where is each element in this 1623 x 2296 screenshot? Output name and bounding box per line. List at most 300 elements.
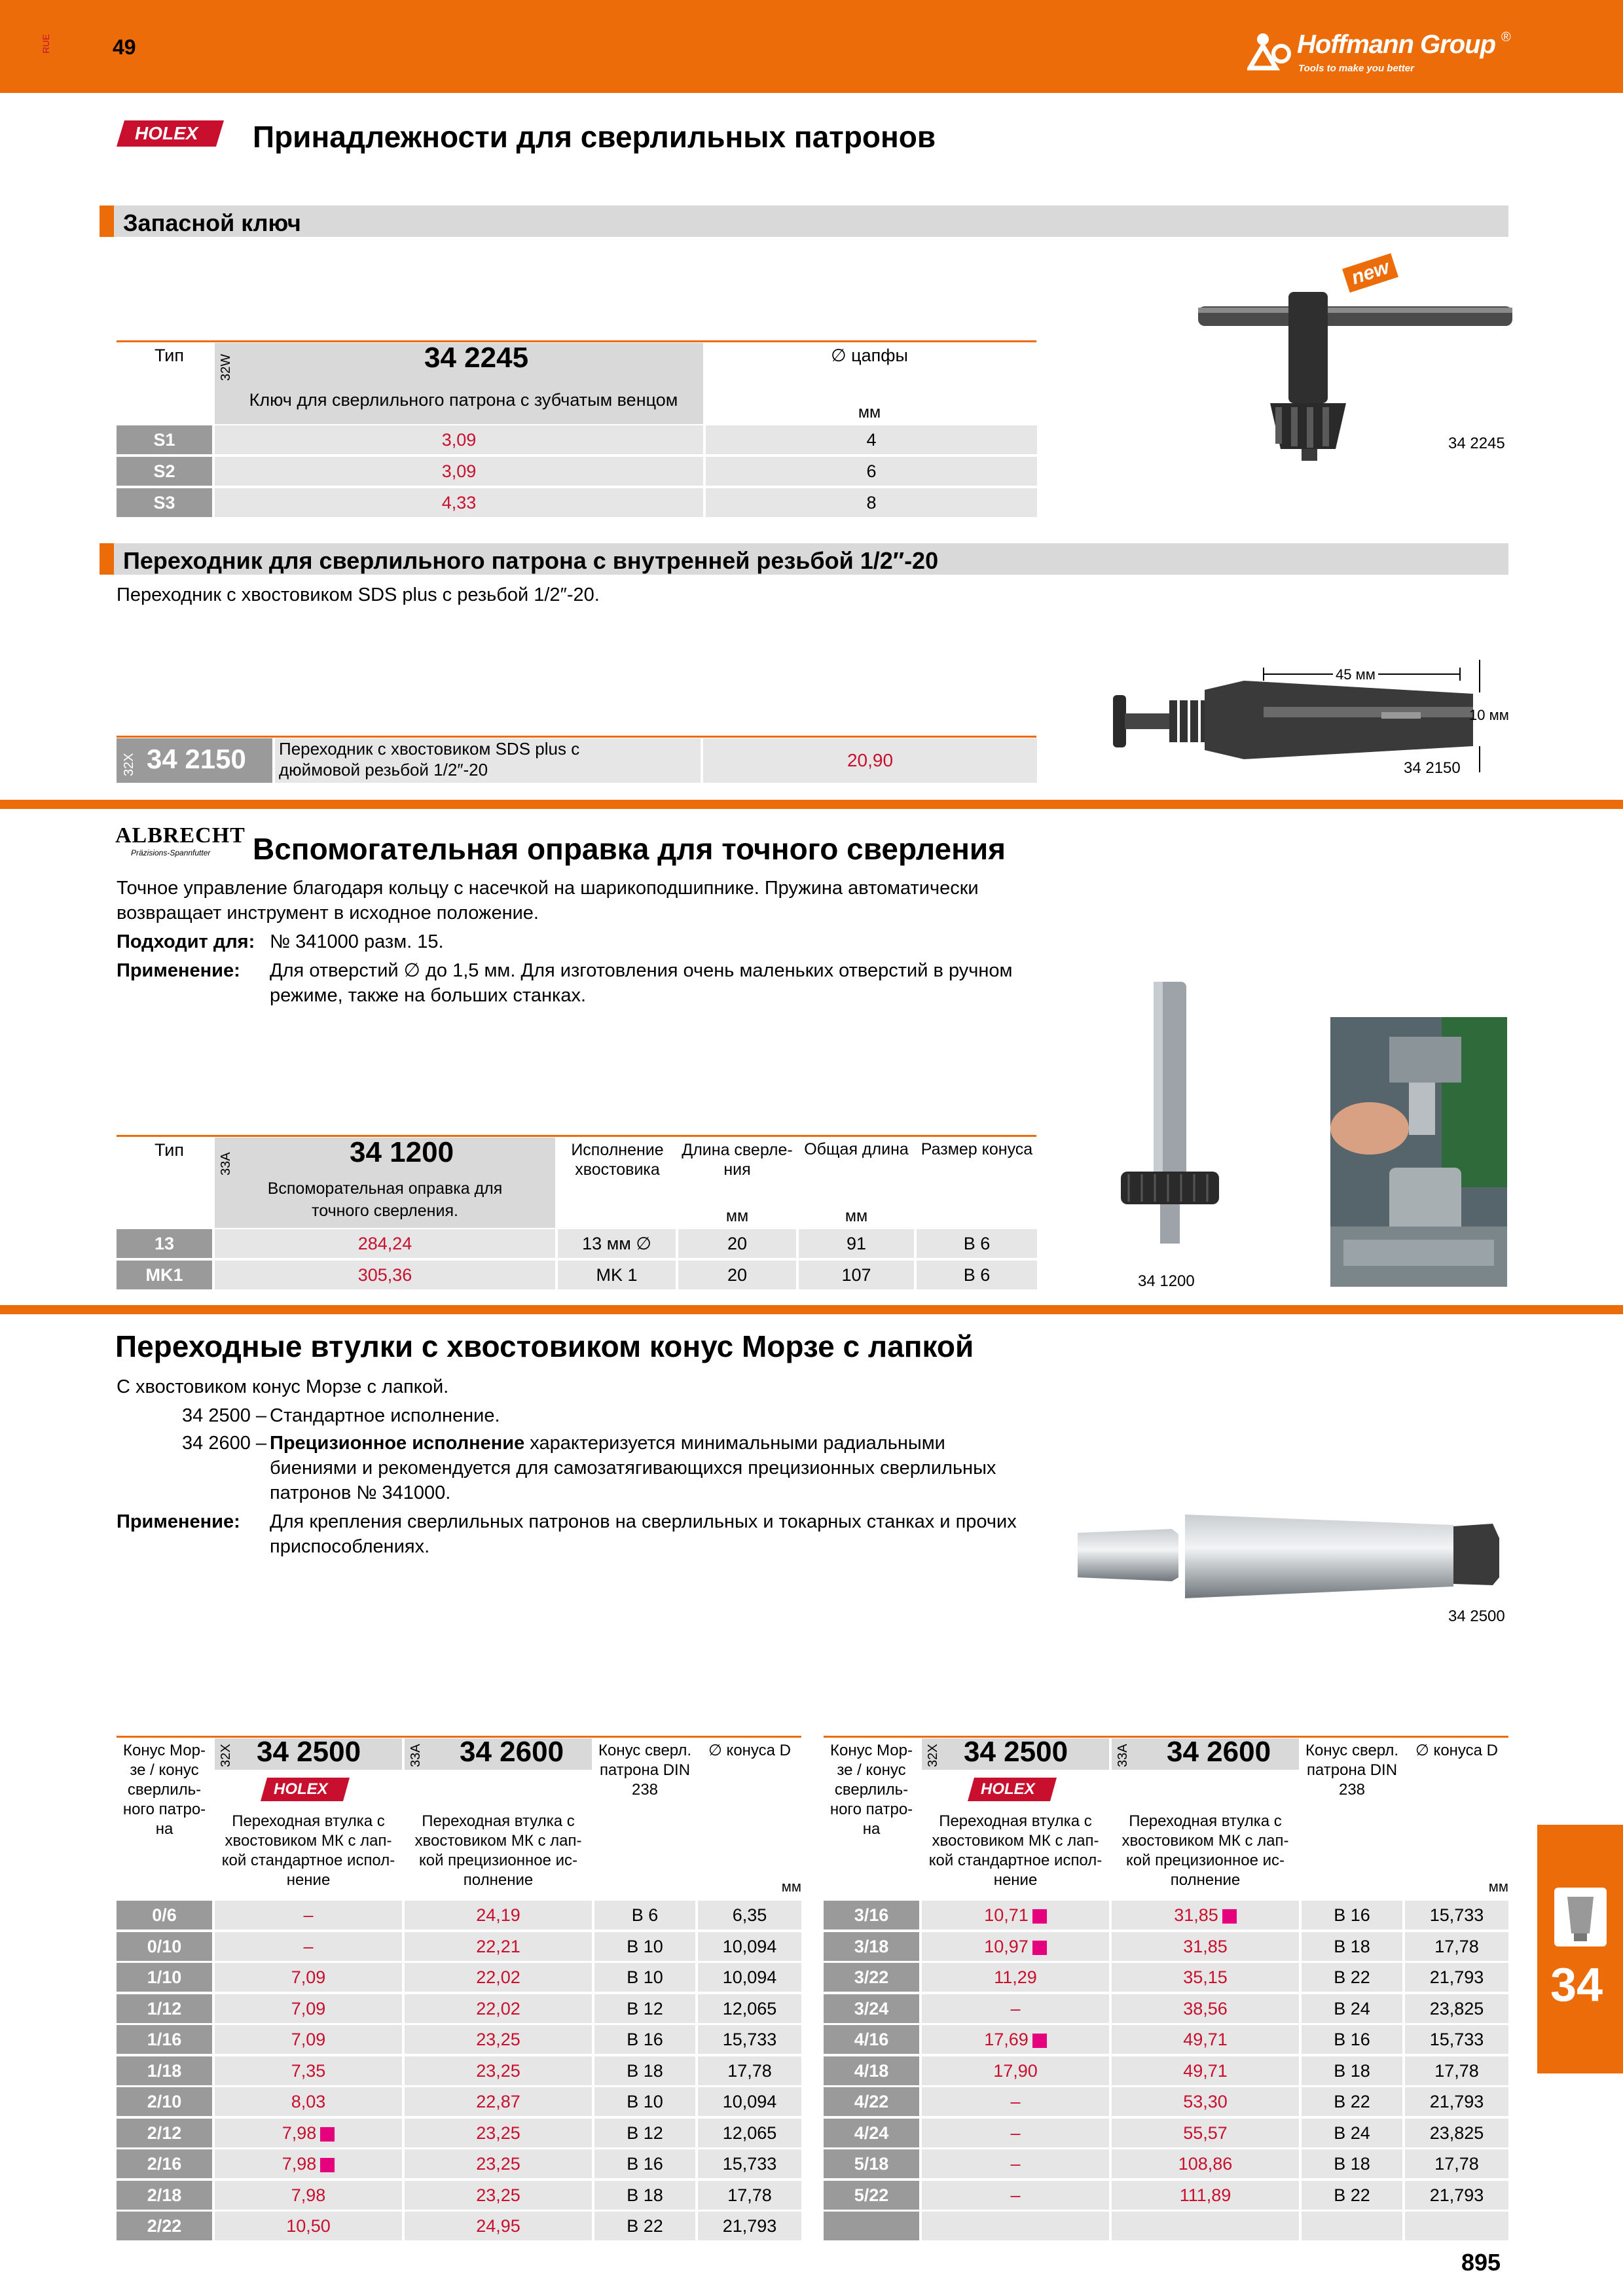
sleeve-table-top-line-left — [117, 1736, 801, 1738]
sleeve-row-type: 3/16 — [824, 1901, 919, 1929]
sleeve-row-std-value: – — [303, 1905, 314, 1925]
key-col-type: Тип — [155, 346, 185, 365]
sleeve-row-prec-price — [405, 2025, 592, 2054]
sleeve-row-din: B 22 — [1334, 2092, 1370, 2111]
sleeve-col-din-left: Конус сверл. — [598, 1742, 691, 1759]
arbor-fits-label: Подходит для: — [117, 931, 255, 952]
sleeve-row-prec-price — [1112, 1994, 1299, 2023]
sleeve-row-std-price — [215, 2087, 402, 2116]
sleeve-row-prec-price — [1112, 2181, 1299, 2210]
sleeve-row-prec-value: 23,25 — [476, 2061, 520, 2081]
key-row-type: S1 — [117, 425, 212, 454]
sleeve-col-morse-left: зе / конус — [130, 1761, 199, 1779]
arbor-row-taper: B 6 — [963, 1265, 991, 1285]
availability-marker — [1032, 2034, 1047, 2048]
sleeve-row-std-price — [215, 2149, 402, 2178]
hoffmann-logo-icon — [1247, 31, 1293, 71]
logo-name: Hoffmann Group — [1297, 30, 1496, 59]
sleeve-row-prec-value: 38,56 — [1183, 1999, 1228, 2018]
sleeve-std-article-right: 34 2500 — [964, 1736, 1068, 1768]
arbor-col-drill — [678, 1140, 796, 1179]
arbor-col-shank-1: Исполнение — [571, 1141, 664, 1159]
sleeve-row-std-price — [922, 2149, 1109, 2178]
sleeve-row-d: 10,094 — [722, 1937, 777, 1956]
sleeve-row-prec-value: 35,15 — [1183, 1967, 1228, 1987]
sleeve-desc-prec-right: кой прецизионное ис- — [1125, 1852, 1285, 1869]
sleeve-col-din-right: 238 — [1338, 1781, 1366, 1799]
sleeves-use-label: Применение: — [117, 1511, 240, 1532]
sleeve-row-din: B 24 — [1334, 2123, 1370, 2143]
sleeve-row-prec-price — [405, 2212, 592, 2240]
sleeve-row-std-price — [215, 1901, 402, 1929]
sleeve-row-prec-price — [1112, 2149, 1299, 2178]
sleeve-row-std-value: 7,09 — [291, 1967, 326, 1987]
key-image — [1192, 255, 1519, 465]
arbor-col-taper: Размер конуса — [921, 1140, 1033, 1158]
sleeve-row-din: B 10 — [627, 1967, 663, 1987]
key-table-top-line — [117, 340, 1036, 342]
sleeve-row-std-value: – — [1010, 2154, 1021, 2174]
sleeve-row-d: 15,733 — [1429, 1905, 1484, 1925]
sleeve-row-d: 21,793 — [722, 2216, 777, 2236]
sleeve-row-std-price — [215, 2119, 402, 2147]
sleeve-row-type: 2/12 — [117, 2119, 212, 2147]
sleeve-prec-code-right: 33A — [1116, 1744, 1130, 1767]
sleeve-holex-badge-left — [259, 1776, 351, 1803]
sleeve-row-din: B 6 — [631, 1905, 659, 1925]
sleeve-row-std-value: 7,98 — [291, 2185, 326, 2205]
sleeve-desc-std-right: кой стандартное испол- — [928, 1852, 1103, 1869]
sleeves-prec-text-2: биениями и рекомендуется для самозатягивающихся прецизионных сверлильных — [270, 1458, 996, 1479]
sleeve-row-prec-price — [1112, 1901, 1299, 1929]
key-description: Ключ для сверлильного патрона с зубчатым венцом — [249, 390, 678, 410]
sleeve-row-prec-value: 111,89 — [1179, 2185, 1231, 2205]
chapter-number: 34 — [1550, 1959, 1603, 2011]
arbor-table-top-line — [117, 1135, 1036, 1137]
sleeve-row-type: 2/18 — [117, 2181, 212, 2210]
availability-marker — [1032, 1909, 1047, 1924]
divider-2 — [0, 1305, 1623, 1314]
sleeve-desc-prec-right: хвостовиком МК с лап- — [1122, 1832, 1289, 1850]
sleeve-row-empty — [824, 2212, 919, 2240]
sleeve-row-std-value: – — [1010, 2123, 1021, 2143]
albrecht-sub: Präzisions-Spannfutter — [131, 848, 211, 857]
sleeve-row-std-price — [922, 1994, 1109, 2023]
sleeve-row-prec-price — [1112, 2056, 1299, 2085]
sleeve-image-label: 34 2500 — [1448, 1607, 1505, 1625]
sleeves-prec-bold: Прецизионное исполнение — [270, 1433, 525, 1454]
sleeve-row-std-value: 8,03 — [291, 2092, 326, 2111]
sleeves-prec-line-1 — [270, 1431, 945, 1456]
sleeves-use-2: приспособлениях. — [270, 1536, 430, 1557]
sleeve-std-code-right: 32X — [926, 1744, 940, 1767]
sleeve-unit-left: мм — [781, 1878, 801, 1895]
sleeve-row-std-value: 11,29 — [994, 1967, 1037, 1987]
sleeve-row-prec-price — [405, 2087, 592, 2116]
sleeve-desc-std-right: Переходная втулка с — [939, 1812, 1092, 1830]
page-number-left: 49 — [113, 35, 136, 59]
arbor-col-type: Тип — [155, 1140, 185, 1160]
sleeve-row-prec-value: 49,71 — [1183, 2061, 1228, 2081]
sleeve-prec-article-right: 34 2600 — [1167, 1736, 1271, 1768]
sleeve-row-type: 2/16 — [117, 2149, 212, 2178]
sleeves-std-text: Стандартное исполнение. — [270, 1405, 500, 1426]
sleeve-row-prec-price — [1112, 2087, 1299, 2116]
sleeve-col-din-left: патрона DIN — [599, 1761, 691, 1779]
sleeve-std-article-left: 34 2500 — [257, 1736, 361, 1768]
sleeve-row-type: 3/22 — [824, 1963, 919, 1992]
sleeve-row-std-value: – — [303, 1937, 314, 1956]
sleeve-prec-article-left: 34 2600 — [460, 1736, 564, 1768]
sleeve-desc-std-left: Переходная втулка с — [232, 1812, 385, 1830]
availability-marker — [1222, 1909, 1237, 1924]
availability-marker — [1032, 1941, 1047, 1955]
key-row-pin: 6 — [866, 461, 877, 481]
sleeve-row-std-value: 7,09 — [291, 2030, 326, 2049]
arbor-row-drill: 20 — [727, 1234, 748, 1253]
arbor-col-shank-2: хвостовика — [575, 1160, 660, 1179]
sleeve-table-top-line-right — [824, 1736, 1508, 1738]
sleeve-row-bg — [1405, 2212, 1508, 2240]
arbor-photo — [1330, 1017, 1507, 1287]
sleeve-row-type: 3/18 — [824, 1932, 919, 1961]
key-row-pin: 4 — [866, 430, 877, 450]
arbor-desc-2: возвращает инструмент в исходное положение. — [117, 903, 539, 924]
adapter-desc-cell — [275, 738, 701, 783]
sleeves-prec-code: 34 2600 – — [182, 1433, 267, 1454]
sleeve-row-std-value: – — [1010, 2092, 1021, 2111]
availability-marker — [320, 2127, 335, 2142]
sleeve-row-type: 0/10 — [117, 1932, 212, 1961]
sleeve-row-type: 4/24 — [824, 2119, 919, 2147]
sleeve-row-d: 21,793 — [1429, 1967, 1484, 1987]
sleeve-row-type: 1/10 — [117, 1963, 212, 1992]
new-badge: new — [1342, 253, 1398, 293]
sleeve-col-morse-left: Конус Мор- — [123, 1742, 206, 1759]
sleeve-row-std-value: 7,98 — [282, 2154, 317, 2174]
arbor-description-1: Вспоморательная оправка для — [267, 1179, 503, 1198]
sleeve-holex-badge-right — [966, 1776, 1058, 1803]
sleeve-col-d-right: ∅ конуса D — [1415, 1742, 1499, 1759]
sleeve-row-din: B 22 — [1334, 2185, 1370, 2205]
sleeve-std-code-left: 32X — [219, 1744, 233, 1767]
sleeve-row-d: 12,065 — [722, 1999, 777, 2018]
sleeve-row-din: B 16 — [1334, 1905, 1370, 1925]
sleeves-std-code: 34 2500 – — [182, 1405, 267, 1426]
sleeve-row-bg — [1112, 2212, 1299, 2240]
sleeve-row-d: 23,825 — [1429, 2123, 1484, 2143]
sleeve-row-din: B 10 — [627, 1937, 663, 1956]
sleeve-row-std-price — [215, 2212, 402, 2240]
sleeve-prec-code-left: 33A — [409, 1744, 423, 1767]
sleeve-row-prec-price — [405, 1901, 592, 1929]
sleeve-desc-prec-left: кой прецизионное ис- — [418, 1852, 578, 1869]
arbor-row-total: 91 — [846, 1234, 867, 1253]
chapter-tab[interactable] — [1537, 1825, 1623, 2073]
key-code: 32W — [219, 353, 233, 381]
sleeve-col-din-right: Конус сверл. — [1305, 1742, 1398, 1759]
sleeve-row-type: 4/16 — [824, 2025, 919, 2054]
arbor-row-drill: 20 — [727, 1265, 748, 1285]
sleeve-row-prec-price — [405, 2056, 592, 2085]
sleeve-row-prec-value: 108,86 — [1178, 2154, 1233, 2174]
sleeve-row-din: B 18 — [1334, 2061, 1370, 2081]
key-row-pin: 8 — [866, 493, 877, 512]
holex-badge-text: HOLEX — [135, 123, 198, 143]
sleeve-row-std-price — [922, 2119, 1109, 2147]
arbor-desc-1: Точное управление благодаря кольцу с насечкой на шарикоподшипнике. Пружина автоматически — [117, 878, 979, 899]
sleeve-row-std-value: 10,97 — [984, 1937, 1029, 1956]
sleeve-row-prec-value: 49,71 — [1183, 2030, 1228, 2049]
arbor-row-total: 107 — [841, 1265, 871, 1285]
sleeve-row-std-value: 7,09 — [291, 1999, 326, 2018]
sleeve-row-din: B 16 — [627, 2030, 663, 2049]
sleeve-row-d: 6,35 — [732, 1905, 767, 1925]
adapter-row-desc-1: Переходник с хвостовиком SDS plus с — [279, 739, 580, 759]
sleeves-title: Переходные втулки с хвостовиком конус Морзе с лапкой — [115, 1329, 974, 1363]
sleeve-row-din: B 18 — [1334, 2154, 1370, 2174]
sleeve-col-morse-right: на — [862, 1820, 881, 1838]
holex-badge — [115, 118, 225, 152]
arbor-use-label: Применение: — [117, 960, 240, 981]
adapter-article-cell — [117, 738, 272, 783]
arbor-row-type: MK1 — [117, 1261, 212, 1289]
sleeve-row-type: 1/18 — [117, 2056, 212, 2085]
sleeve-col-din-right: патрона DIN — [1306, 1761, 1398, 1779]
side-tag: RUE — [41, 34, 51, 54]
sleeve-row-prec-value: 23,25 — [476, 2185, 520, 2205]
sleeve-row-prec-price — [1112, 2025, 1299, 2054]
key-article: 34 2245 — [424, 342, 529, 374]
sleeve-row-type: 2/22 — [117, 2212, 212, 2240]
sleeve-row-din: B 18 — [1334, 1937, 1370, 1956]
sleeve-row-prec-value: 31,85 — [1174, 1905, 1218, 1925]
arbor-fits-value: № 341000 разм. 15. — [270, 931, 444, 952]
sleeve-row-prec-price — [1112, 1963, 1299, 1992]
sleeve-row-prec-value: 22,02 — [476, 1999, 520, 2018]
sleeve-row-std-price — [215, 2025, 402, 2054]
albrecht-logo: ALBRECHT — [115, 823, 246, 848]
sleeve-holex-text-right: HOLEX — [981, 1780, 1035, 1798]
sleeve-row-d: 15,733 — [722, 2154, 777, 2174]
sleeve-row-std-value: 7,35 — [291, 2061, 326, 2081]
sleeve-row-d: 12,065 — [722, 2123, 777, 2143]
arbor-tool-icon — [1113, 975, 1231, 1263]
sleeve-col-morse-right: зе / конус — [837, 1761, 906, 1779]
sleeve-desc-std-left: хвостовиком МК с лап- — [225, 1832, 392, 1850]
sleeve-row-prec-value: 23,25 — [476, 2154, 520, 2174]
sleeve-row-std-price — [922, 1901, 1109, 1929]
sleeve-row-prec-value: 23,25 — [476, 2123, 520, 2143]
sleeve-row-bg — [1302, 2212, 1402, 2240]
sleeve-row-d: 15,733 — [722, 2030, 777, 2049]
arbor-col-total: Общая длина — [804, 1140, 909, 1158]
sleeve-desc-std-right: хвостовиком МК с лап- — [932, 1832, 1099, 1850]
sleeve-desc-std-right: нение — [993, 1871, 1038, 1889]
sleeves-prec-text-3: патронов № 341000. — [270, 1482, 451, 1503]
arbor-row-type: 13 — [117, 1229, 212, 1258]
sleeve-col-morse-right: сверлиль- — [834, 1781, 909, 1799]
sleeve-unit-right: мм — [1488, 1878, 1508, 1895]
key-row-price: 3,09 — [441, 461, 477, 481]
sleeve-row-din: B 24 — [1334, 1999, 1370, 2018]
section-title-key: Запасной ключ — [123, 209, 301, 236]
availability-marker — [320, 2158, 335, 2172]
sleeve-row-type: 1/16 — [117, 2025, 212, 2054]
page-number-right: 895 — [1461, 2249, 1501, 2276]
sleeve-row-din: B 12 — [627, 2123, 663, 2143]
sleeve-row-din: B 22 — [1334, 1967, 1370, 1987]
arbor-image-label: 34 1200 — [1138, 1272, 1195, 1290]
sleeve-row-prec-value: 24,95 — [476, 2216, 520, 2236]
key-row-price: 4,33 — [441, 493, 477, 512]
sleeve-row-prec-value: 24,19 — [476, 1905, 520, 1925]
key-unit: мм — [858, 403, 881, 422]
key-image-label: 34 2245 — [1448, 435, 1505, 452]
arbor-row-shank: MK 1 — [596, 1265, 638, 1285]
sleeves-prec-text-1: характеризуется минимальными радиальными — [524, 1433, 945, 1454]
adapter-price: 20,90 — [703, 738, 1037, 783]
sleeve-desc-prec-right: Переходная втулка с — [1129, 1812, 1282, 1830]
key-row-type: S3 — [117, 488, 212, 517]
arbor-col-shank — [559, 1140, 676, 1179]
drill-press-photo-icon — [1330, 1017, 1507, 1287]
key-row-price: 3,09 — [441, 430, 477, 450]
sleeve-row-prec-value: 23,25 — [476, 2030, 520, 2049]
sleeve-row-d: 17,78 — [727, 2185, 772, 2205]
sleeve-row-din: B 12 — [627, 1999, 663, 2018]
adapter-code: 32X — [122, 753, 136, 776]
sleeve-row-prec-value: 31,85 — [1183, 1937, 1228, 1956]
sleeve-row-din: B 18 — [627, 2185, 663, 2205]
sleeve-row-prec-value: 22,87 — [476, 2092, 520, 2111]
sleeve-row-std-value: 7,98 — [282, 2123, 317, 2143]
arbor-description-2: точного сверления. — [312, 1202, 458, 1220]
sleeve-row-prec-price — [405, 1932, 592, 1961]
sleeve-desc-prec-right: полнение — [1170, 1871, 1241, 1889]
sleeve-row-din: B 16 — [1334, 2030, 1370, 2049]
arbor-row-taper: B 6 — [963, 1234, 991, 1253]
sleeve-row-std-price — [922, 1963, 1109, 1992]
sleeve-row-std-price — [215, 1963, 402, 1992]
adapter-table-top-line — [117, 736, 1036, 738]
sleeve-col-morse-left: сверлиль- — [127, 1781, 202, 1799]
key-col-pin: ∅ цапфы — [831, 346, 908, 365]
sleeve-row-std-price — [215, 2056, 402, 2085]
divider-1 — [0, 800, 1623, 809]
arbor-row-shank: 13 мм ∅ — [582, 1234, 651, 1253]
sleeve-row-d: 21,793 — [1429, 2092, 1484, 2111]
sleeve-row-std-price — [922, 1932, 1109, 1961]
sleeve-col-d-left: ∅ конуса D — [708, 1742, 792, 1759]
sleeve-col-morse-left: ного патро- — [122, 1801, 206, 1818]
arbor-code: 33A — [219, 1152, 233, 1175]
sleeve-row-std-price — [215, 1932, 402, 1961]
page-title: Принадлежности для сверлильных патронов — [253, 120, 936, 154]
sleeve-desc-std-left: нение — [286, 1871, 331, 1889]
sleeve-row-prec-value: 22,02 — [476, 1967, 520, 1987]
sleeve-col-morse-right: ного патро- — [830, 1801, 913, 1818]
sleeve-row-type: 2/10 — [117, 2087, 212, 2116]
arbor-title: Вспомогательная оправка для точного сверления — [253, 832, 1006, 866]
sleeve-row-std-value: 10,50 — [286, 2216, 331, 2236]
sleeve-row-std-value: – — [1010, 1999, 1021, 2018]
arbor-use-2: режиме, также на больших станках. — [270, 985, 587, 1006]
hoffmann-logo — [1247, 26, 1509, 79]
sleeve-row-d: 17,78 — [1434, 1937, 1479, 1956]
sleeve-row-din: B 16 — [627, 2154, 663, 2174]
section-title-adapter: Переходник для сверлильного патрона с внутренней резьбой 1/2″-20 — [123, 547, 939, 574]
sleeve-row-d: 17,78 — [727, 2061, 772, 2081]
sleeve-row-prec-price — [405, 1963, 592, 1992]
sleeve-row-std-value: 10,71 — [984, 1905, 1029, 1925]
sleeve-row-std-price — [922, 2025, 1109, 2054]
sleeve-row-prec-price — [405, 2119, 592, 2147]
sleeve-row-d: 10,094 — [722, 2092, 777, 2111]
sleeve-row-din: B 10 — [627, 2092, 663, 2111]
sleeve-row-prec-value: 53,30 — [1183, 2092, 1228, 2111]
adapter-article: 34 2150 — [147, 744, 246, 774]
sleeve-row-d: 23,825 — [1429, 1999, 1484, 2018]
sleeve-holex-text-left: HOLEX — [274, 1780, 328, 1798]
sleeve-desc-std-left: кой стандартное испол- — [221, 1852, 395, 1869]
sleeve-row-std-price — [922, 2056, 1109, 2085]
key-row-type: S2 — [117, 457, 212, 486]
sleeve-row-d: 17,78 — [1434, 2061, 1479, 2081]
sleeve-row-prec-price — [405, 2181, 592, 2210]
sleeve-desc-prec-left: хвостовиком МК с лап- — [414, 1832, 582, 1850]
sleeve-col-morse-left: на — [155, 1820, 173, 1838]
sleeve-row-type: 4/18 — [824, 2056, 919, 2085]
sleeve-row-std-price — [215, 1994, 402, 2023]
sleeve-row-type: 5/22 — [824, 2181, 919, 2210]
arbor-unit-total: мм — [845, 1207, 868, 1225]
section-header-key — [100, 206, 1508, 237]
sleeve-row-d: 10,094 — [722, 1967, 777, 1987]
sds-adapter-icon — [1106, 655, 1525, 785]
morse-sleeve-icon — [1074, 1505, 1506, 1604]
sleeve-row-std-value: – — [1010, 2185, 1021, 2205]
arbor-col-drill-2: ния — [723, 1160, 751, 1179]
sleeve-row-std-price — [922, 2181, 1109, 2210]
sleeve-row-prec-price — [405, 1994, 592, 2023]
sleeve-col-din-left: 238 — [631, 1781, 659, 1799]
logo-registered: ® — [1501, 30, 1511, 45]
arbor-row-price: 284,24 — [357, 1234, 412, 1253]
sleeve-row-type: 1/12 — [117, 1994, 212, 2023]
sleeve-row-type: 5/18 — [824, 2149, 919, 2178]
arbor-unit-drill: мм — [725, 1207, 749, 1225]
logo-tagline: Tools to make you better — [1298, 63, 1414, 74]
sleeve-row-prec-value: 55,57 — [1183, 2123, 1228, 2143]
sleeve-row-d: 15,733 — [1429, 2030, 1484, 2049]
sleeve-row-type: 3/24 — [824, 1994, 919, 2023]
sleeve-desc-prec-left: полнение — [463, 1871, 534, 1889]
sleeve-row-bg — [922, 2212, 1109, 2240]
sleeve-row-type: 0/6 — [117, 1901, 212, 1929]
arbor-col-drill-1: Длина сверле- — [682, 1141, 793, 1159]
sleeve-row-type: 4/22 — [824, 2087, 919, 2116]
sleeve-desc-prec-left: Переходная втулка с — [422, 1812, 575, 1830]
adapter-dim-diameter: 10 мм — [1469, 707, 1509, 723]
sleeve-image — [1074, 1505, 1506, 1604]
sleeve-row-prec-value: 22,21 — [476, 1937, 520, 1956]
sleeve-col-morse-right: Конус Мор- — [830, 1742, 913, 1759]
arbor-row-price: 305,36 — [357, 1265, 412, 1285]
sleeve-row-d: 17,78 — [1434, 2154, 1479, 2174]
sleeve-row-std-price — [922, 2087, 1109, 2116]
section-header-adapter — [100, 543, 1508, 575]
